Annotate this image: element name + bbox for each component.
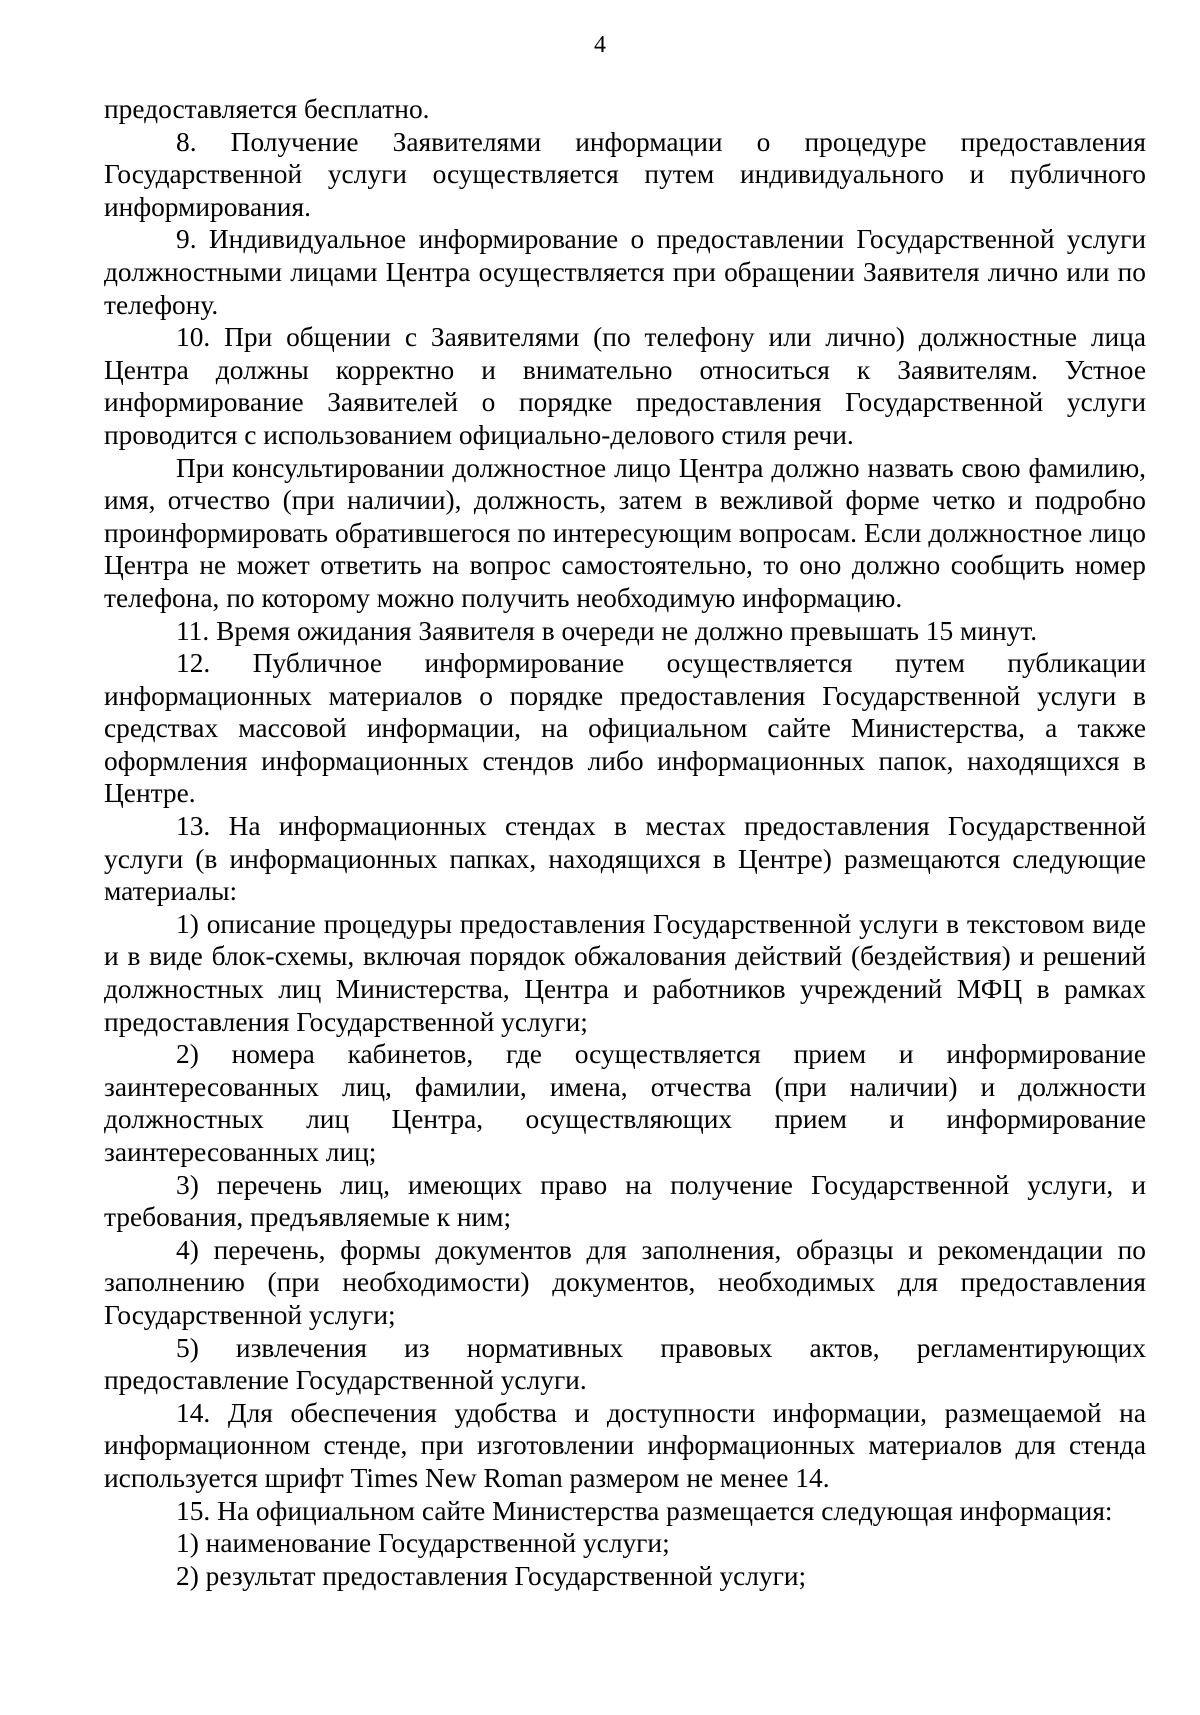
paragraph: 3) перечень лиц, имеющих право на получение Государственной услуги, и требования, предъявляемые к ним; — [104, 1169, 1146, 1233]
paragraph: 2) номера кабинетов, где осуществляется прием и информирование заинтересованных лиц, фамилии, имена, отчества (при наличии) и должности должностных лиц Центра, осуществляющих прием и информирование заинтересованных лиц; — [104, 1039, 1146, 1167]
paragraph: 13. На информационных стендах в местах предоставления Государственной услуги (в информационных папках, находящихся в Центре) размещаются следующие материалы: — [104, 811, 1146, 907]
paragraph: 2) результат предоставления Государственной услуги; — [176, 1560, 807, 1591]
paragraph: 4) перечень, формы документов для заполнения, образцы и рекомендации по заполнению (при необходимости) документов, необходимых для предоставления Государственной услуги; — [104, 1234, 1146, 1330]
paragraph: 14. Для обеспечения удобства и доступности информации, размещаемой на информационном стенде, при изготовлении информационных материалов для стенда используется шрифт Times New Roman размером не менее 14. — [104, 1397, 1146, 1493]
paragraph: 12. Публичное информирование осуществляется путем публикации информационных материалов о порядке предоставления Государственной услуги в средствах массовой информации, на официальном сайте Министерства, а также оформления информационных стендов либо информационных папок, находящихся в Центре. — [104, 648, 1146, 809]
paragraph: 5) извлечения из нормативных правовых актов, регламентирующих предоставление Государственной услуги. — [104, 1332, 1146, 1396]
paragraph: 15. На официальном сайте Министерства размещается следующая информация: — [176, 1495, 1113, 1526]
paragraph: 8. Получение Заявителями информации о процедуре предоставления Государственной услуги осуществляется путем индивидуального и публичного информирования. — [104, 126, 1146, 222]
paragraph: предоставляется бесплатно. — [104, 94, 430, 124]
paragraph: 9. Индивидуальное информирование о предоставлении Государственной услуги должностными лицами Центра осуществляется при обращении Заявителя лично или по телефону. — [104, 224, 1146, 320]
paragraph: 1) наименование Государственной услуги; — [176, 1528, 670, 1559]
document-body — [104, 93, 1146, 1592]
paragraph: 10. При общении с Заявителями (по телефону или лично) должностные лица Центра должны корректно и внимательно относиться к Заявителям. Устное информирование Заявителей о порядке предоставления Государственной услуги проводится с использованием официально-делового стиля речи. — [104, 322, 1146, 450]
page-number: 4 — [594, 32, 606, 58]
paragraph: 11. Время ожидания Заявителя в очереди не должно превышать 15 минут. — [176, 615, 1038, 646]
paragraph: 1) описание процедуры предоставления Государственной услуги в текстовом виде и в виде блок-схемы, включая порядок обжалования действий (бездействия) и решений должностных лиц Министерства, Центра и работников учреждений МФЦ в рамках предоставления Государственной услуги; — [104, 908, 1146, 1037]
paragraph: При консультировании должностное лицо Центра должно назвать свою фамилию, имя, отчество (при наличии), должность, затем в вежливой форме четко и подробно проинформировать обратившегося по интересующим вопросам. Если должностное лицо Центра не может ответить на вопрос самостоятельно, то оно должно сообщить номер телефона, по которому можно получить необходимую информацию. — [104, 452, 1146, 613]
